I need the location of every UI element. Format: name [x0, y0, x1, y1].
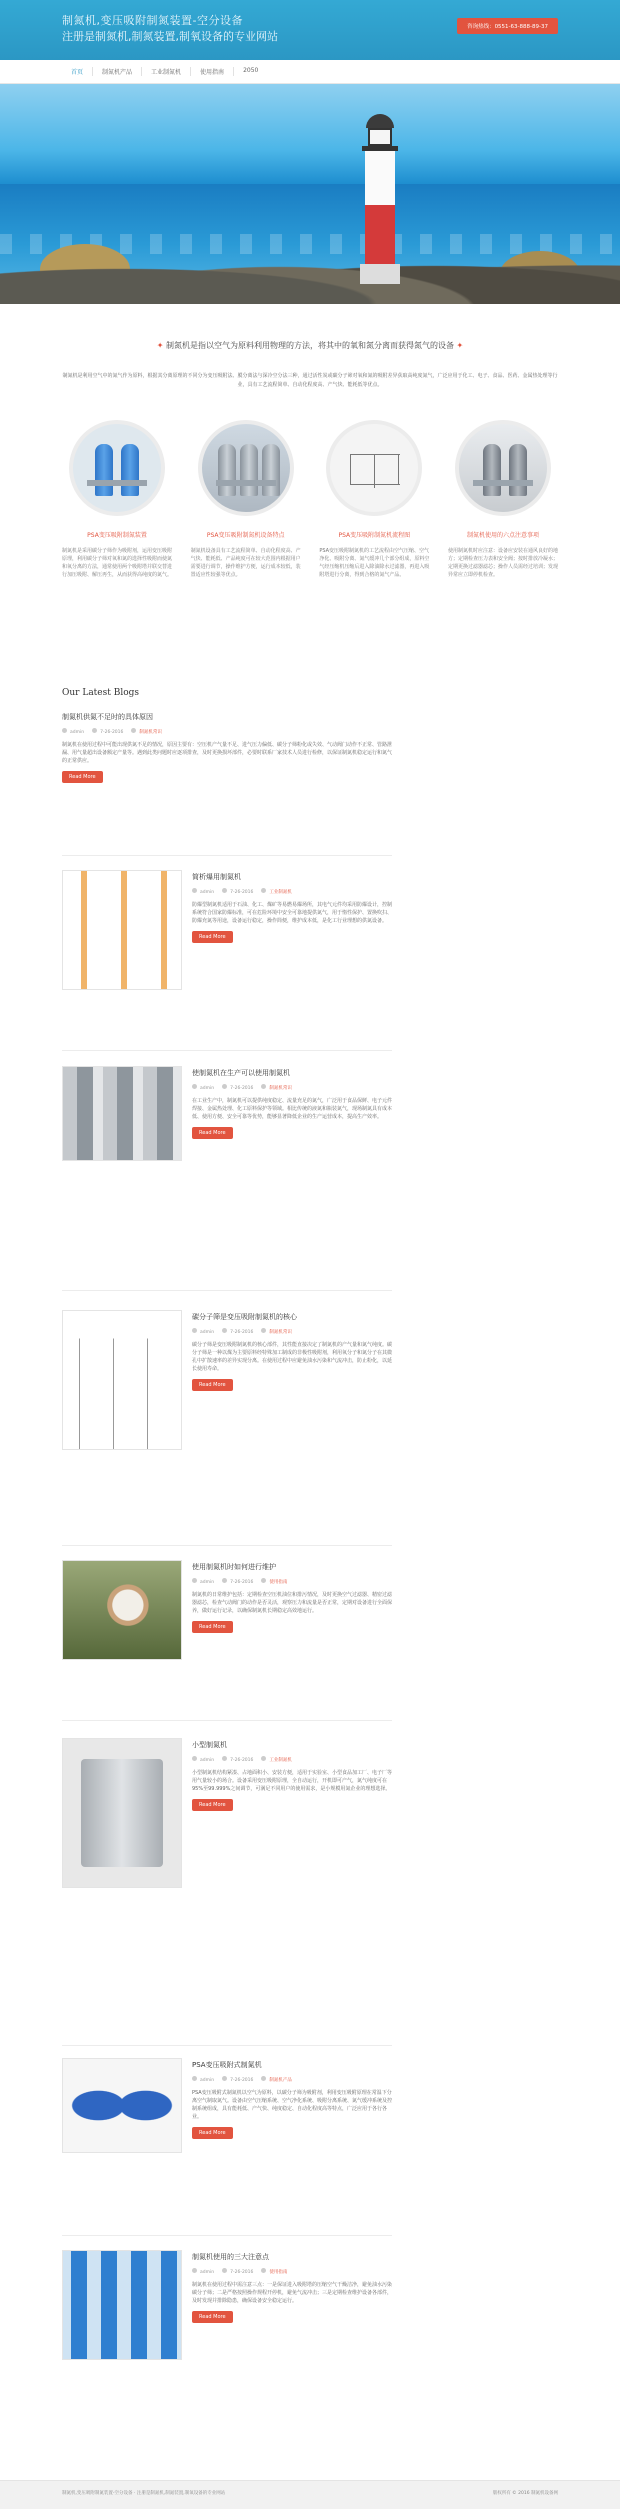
post-category[interactable]: 制氮机常识: [261, 1084, 292, 1091]
read-more-button[interactable]: Read More: [62, 771, 103, 783]
calendar-icon: [222, 2076, 227, 2081]
post-excerpt: 制氮机在使用过程中需注意三点：一是保证进入吸附塔的压缩空气干燥洁净，避免油水污染碳分子筛；二是严格按照操作规程开停机，避免气流冲击；三是定期检查维护设备各部件，及时发现并排除隐患，确保设备安全稳定运行。: [192, 2282, 393, 2304]
post-title[interactable]: 使制氮机在生产可以使用制氮机: [192, 1069, 290, 1077]
post-title[interactable]: PSA变压吸附式制氮机: [192, 2061, 262, 2069]
intro-heading: [0, 340, 620, 351]
post-author: admin: [62, 728, 84, 735]
blog-post: [192, 872, 392, 943]
blog-post: [192, 1068, 392, 1139]
read-more-button[interactable]: Read More: [192, 2127, 233, 2139]
feature-item: [62, 420, 172, 579]
post-author: admin: [192, 888, 214, 895]
post-meta: [192, 2076, 392, 2083]
banner-rocks: [0, 234, 620, 304]
footer-left-text: 制氮机,变压吸附制氮装置-空分设备 · 注册是制氮机,制氮装置,制氧设备的专业网站: [62, 2491, 226, 2496]
feature-item: [448, 420, 558, 579]
nav-item-products[interactable]: 制氮机产品: [93, 67, 142, 76]
post-thumbnail[interactable]: [62, 870, 182, 990]
blog-heading: Our Latest Blogs: [62, 688, 140, 698]
post-title[interactable]: 制氮机使用的三大注意点: [192, 2253, 269, 2261]
feature-title[interactable]: PSA变压吸附制氮机设备特点: [206, 532, 285, 539]
feature-text: 使用制氮机时应注意：设备应安装在通风良好的地方；定期检查压力表和安全阀；按时排放冷凝水；定期更换过滤器滤芯；操作人员需经过培训；发现异常应立即停机检查。: [447, 548, 558, 578]
post-category[interactable]: 制氮机常识: [261, 1328, 292, 1335]
post-author: admin: [192, 1084, 214, 1091]
hotline-badge[interactable]: 咨询热线：0551-63-888-89-37: [457, 18, 558, 34]
divider: [62, 1720, 392, 1721]
read-more-button[interactable]: Read More: [192, 1799, 233, 1811]
post-thumbnail[interactable]: [62, 1560, 182, 1660]
post-author: admin: [192, 2268, 214, 2275]
folder-icon: [261, 1756, 266, 1761]
feature-list: [62, 420, 558, 579]
folder-icon: [261, 888, 266, 893]
nav-item-guide[interactable]: 使用指南: [191, 67, 234, 76]
nav-item-2050[interactable]: 2050: [243, 67, 259, 74]
feature-image[interactable]: [69, 420, 165, 516]
post-category[interactable]: 使用指南: [261, 1578, 287, 1585]
feature-title[interactable]: PSA变压吸附制氮装置: [87, 532, 147, 539]
post-date: 7-26-2016: [222, 2268, 253, 2275]
post-date: 7-26-2016: [222, 1578, 253, 1585]
post-meta: [192, 1328, 392, 1335]
divider: [62, 1545, 392, 1546]
folder-icon: [261, 2076, 266, 2081]
site-header: [0, 0, 620, 60]
read-more-button[interactable]: Read More: [192, 931, 233, 943]
feature-image[interactable]: [198, 420, 294, 516]
post-excerpt: PSA变压吸附式制氮机以空气为原料，以碳分子筛为吸附剂，利用变压吸附原理在常温下分离空气制取氮气。设备由空气压缩系统、空气净化系统、吸附分离系统、氮气缓冲系统及控制系统组成，具有能耗低、产气快、纯度稳定、自动化程度高等特点，广泛应用于各行各业。: [192, 2090, 393, 2120]
intro-text: 制氮机是利用空气中的氮气作为原料，根据其分离原理的不同分为变压吸附法、膜分离法与深冷空分法三种，通过活性炭或碳分子筛对氧和氮的吸附差异获取高纯度氮气，广泛应用于化工、电子、食品、医药、金属热处理等行业，具有工艺流程简单、自动化程度高、产气快、能耗低等优点。: [62, 373, 558, 388]
user-icon: [192, 1084, 197, 1089]
post-title[interactable]: 使用制氮机时如何进行维护: [192, 1563, 276, 1571]
divider: [62, 1290, 392, 1291]
divider: [62, 2235, 392, 2236]
user-icon: [62, 728, 67, 733]
nav-item-industrial[interactable]: 工业制氮机: [142, 67, 191, 76]
leaf-icon: ✦: [456, 341, 464, 350]
calendar-icon: [222, 1756, 227, 1761]
read-more-button[interactable]: Read More: [192, 1621, 233, 1633]
calendar-icon: [222, 1084, 227, 1089]
blog-post: [192, 2060, 392, 2139]
post-category[interactable]: 制氮机常识: [131, 728, 162, 735]
folder-icon: [261, 1084, 266, 1089]
post-author: admin: [192, 2076, 214, 2083]
post-excerpt: 小型制氮机结构紧凑、占地面积小、安装方便，适用于实验室、小型食品加工厂、电子厂等用气量较小的场合。设备采用变压吸附原理，全自动运行，开机即可产气，氮气纯度可在95%至99.999%之间调节，可满足不同用户的使用需求，是小规模用氮企业的理想选择。: [192, 1770, 393, 1792]
post-excerpt: 制氮机在使用过程中可能出现供氮不足的情况，原因主要有：空压机产气量不足、进气压力偏低、碳分子筛粉化或失效、气动阀门动作不正常、管路泄漏、用气量超出设备额定产量等。遇到此类问题时应逐项排查，及时更换损坏部件，必要时联系厂家技术人员进行检修，以保证制氮机稳定运行和氮气的正常供应。: [62, 742, 393, 764]
post-excerpt: 在工业生产中，制氮机可以提供纯度稳定、流量充足的氮气，广泛用于食品保鲜、电子元件焊接、金属热处理、化工原料保护等领域。相比传统的液氮和瓶装氮气，现场制氮具有成本低、使用方便、安全可靠等优势，能够显著降低企业的生产运营成本，提高生产效率。: [192, 1098, 393, 1120]
lighthouse-image: [360, 114, 400, 284]
post-thumbnail[interactable]: [62, 1310, 182, 1450]
main-nav: [0, 60, 620, 84]
blog-post: [192, 1740, 392, 1811]
calendar-icon: [92, 728, 97, 733]
calendar-icon: [222, 2268, 227, 2273]
post-meta: [62, 728, 392, 735]
site-title[interactable]: 制氮机,变压吸附制氮装置-空分设备: [62, 14, 243, 27]
post-category[interactable]: 使用指南: [261, 2268, 287, 2275]
site-subtitle: 注册是制氮机,制氮装置,制氧设备的专业网站: [62, 30, 278, 43]
user-icon: [192, 1578, 197, 1583]
blog-post: [192, 2252, 392, 2323]
feature-title[interactable]: PSA变压吸附制氮机流程图: [338, 532, 411, 539]
folder-icon: [261, 1578, 266, 1583]
blog-post: [192, 1562, 392, 1633]
post-excerpt: 防爆型制氮机适用于石油、化工、煤矿等易燃易爆场所，其电气元件均采用防爆设计，控制系统符合国家防爆标准，可在危险环境中安全可靠地提供氮气，用于惰性保护、置换吹扫、防爆充氮等用途，设备运行稳定，操作简便，维护成本低，是化工行业理想的供氮设备。: [192, 902, 393, 924]
calendar-icon: [222, 1578, 227, 1583]
nav-item-home[interactable]: 首页: [62, 67, 93, 76]
user-icon: [192, 2076, 197, 2081]
post-date: 7-26-2016: [222, 1756, 253, 1763]
read-more-button[interactable]: Read More: [192, 1379, 233, 1391]
hero-banner: [0, 84, 620, 304]
feature-item: [191, 420, 301, 579]
leaf-icon: ✦: [156, 341, 164, 350]
read-more-button[interactable]: Read More: [192, 1127, 233, 1139]
footer-copyright: 版权所有 © 2016 制氮机设备网: [492, 2491, 558, 2496]
post-excerpt: 制氮机的日常维护包括：定期检查空压机油位和排污情况，及时更换空气过滤器、精密过滤器滤芯，检查气动阀门的动作是否灵活，观察压力和流量是否正常，定期对设备进行全面保养，做好运行记录，以确保制氮机长期稳定高效地运行。: [192, 1592, 393, 1614]
user-icon: [192, 888, 197, 893]
post-meta: [192, 888, 392, 895]
folder-icon: [261, 2268, 266, 2273]
folder-icon: [131, 728, 136, 733]
post-date: 7-26-2016: [92, 728, 123, 735]
post-meta: [192, 1578, 392, 1585]
post-author: admin: [192, 1756, 214, 1763]
calendar-icon: [222, 888, 227, 893]
read-more-button[interactable]: Read More: [192, 2311, 233, 2323]
post-category[interactable]: 制氮机产品: [261, 2076, 292, 2083]
calendar-icon: [222, 1328, 227, 1333]
post-thumbnail[interactable]: [62, 2250, 182, 2360]
post-date: 7-26-2016: [222, 888, 253, 895]
post-thumbnail[interactable]: [62, 1066, 182, 1161]
post-thumbnail[interactable]: [62, 1738, 182, 1888]
post-meta: [192, 1084, 392, 1091]
post-author: admin: [192, 1328, 214, 1335]
post-title[interactable]: 碳分子筛是变压吸附制氮机的核心: [192, 1313, 297, 1321]
feature-text: PSA变压吸附制氮机的工艺流程由空气压缩、空气净化、吸附分离、氮气缓冲几个部分组成，原料空气经压缩机压缩后进入除油除水过滤器，再进入吸附塔进行分离，得到合格的氮气产品。: [319, 548, 430, 578]
post-date: 7-26-2016: [222, 1084, 253, 1091]
post-thumbnail[interactable]: [62, 2058, 182, 2153]
post-date: 7-26-2016: [222, 2076, 253, 2083]
post-title[interactable]: 小型制氮机: [192, 1741, 227, 1749]
user-icon: [192, 1328, 197, 1333]
divider: [62, 855, 392, 856]
post-title[interactable]: 制氮机供氮不足时的具体原因: [62, 713, 153, 721]
divider: [62, 1050, 392, 1051]
post-date: 7-26-2016: [222, 1328, 253, 1335]
post-title[interactable]: 简析爆用制氮机: [192, 873, 241, 881]
feature-item: [319, 420, 429, 579]
post-category[interactable]: 工业制氮机: [261, 888, 292, 895]
folder-icon: [261, 1328, 266, 1333]
user-icon: [192, 1756, 197, 1761]
feature-title[interactable]: 制氮机使用的六点注意事项: [466, 532, 539, 539]
site-footer: [0, 2480, 620, 2509]
post-meta: [192, 1756, 392, 1763]
post-meta: [192, 2268, 392, 2275]
feature-image[interactable]: [455, 420, 551, 516]
post-category[interactable]: 工业制氮机: [261, 1756, 292, 1763]
feature-image[interactable]: [326, 420, 422, 516]
feature-text: 制氮机设备具有工艺流程简单、自动化程度高、产气快、能耗低、产品纯度可在较大范围内根据用户需要进行调节，操作维护方便，运行成本较低，装置适应性较强等优点。: [190, 548, 301, 578]
feature-text: 制氮机是采用碳分子筛作为吸附剂，运用变压吸附原理，利用碳分子筛对氧和氮的选择性吸附而使氮和氧分离的方法，通常使用两个吸附塔并联交替进行加压吸附、解压再生，从而获得高纯度的氮气。: [62, 548, 173, 578]
blog-post: [62, 712, 392, 783]
post-excerpt: 碳分子筛是变压吸附制氮机的核心部件，其性能直接决定了制氮机的产气量和氮气纯度。碳分子筛是一种以煤为主要原料经特殊加工制成的非极性吸附剂，利用氧分子和氮分子在其微孔中扩散速率的差异实现分离。在使用过程中应避免油水污染和气流冲击，防止粉化，以延长使用寿命。: [192, 1342, 393, 1372]
divider: [62, 2045, 392, 2046]
user-icon: [192, 2268, 197, 2273]
intro-title-text: 制氮机是指以空气为原料利用物理的方法，将其中的氧和氮分离而获得氮气的设备: [166, 341, 454, 350]
blog-post: [192, 1312, 392, 1391]
post-author: admin: [192, 1578, 214, 1585]
